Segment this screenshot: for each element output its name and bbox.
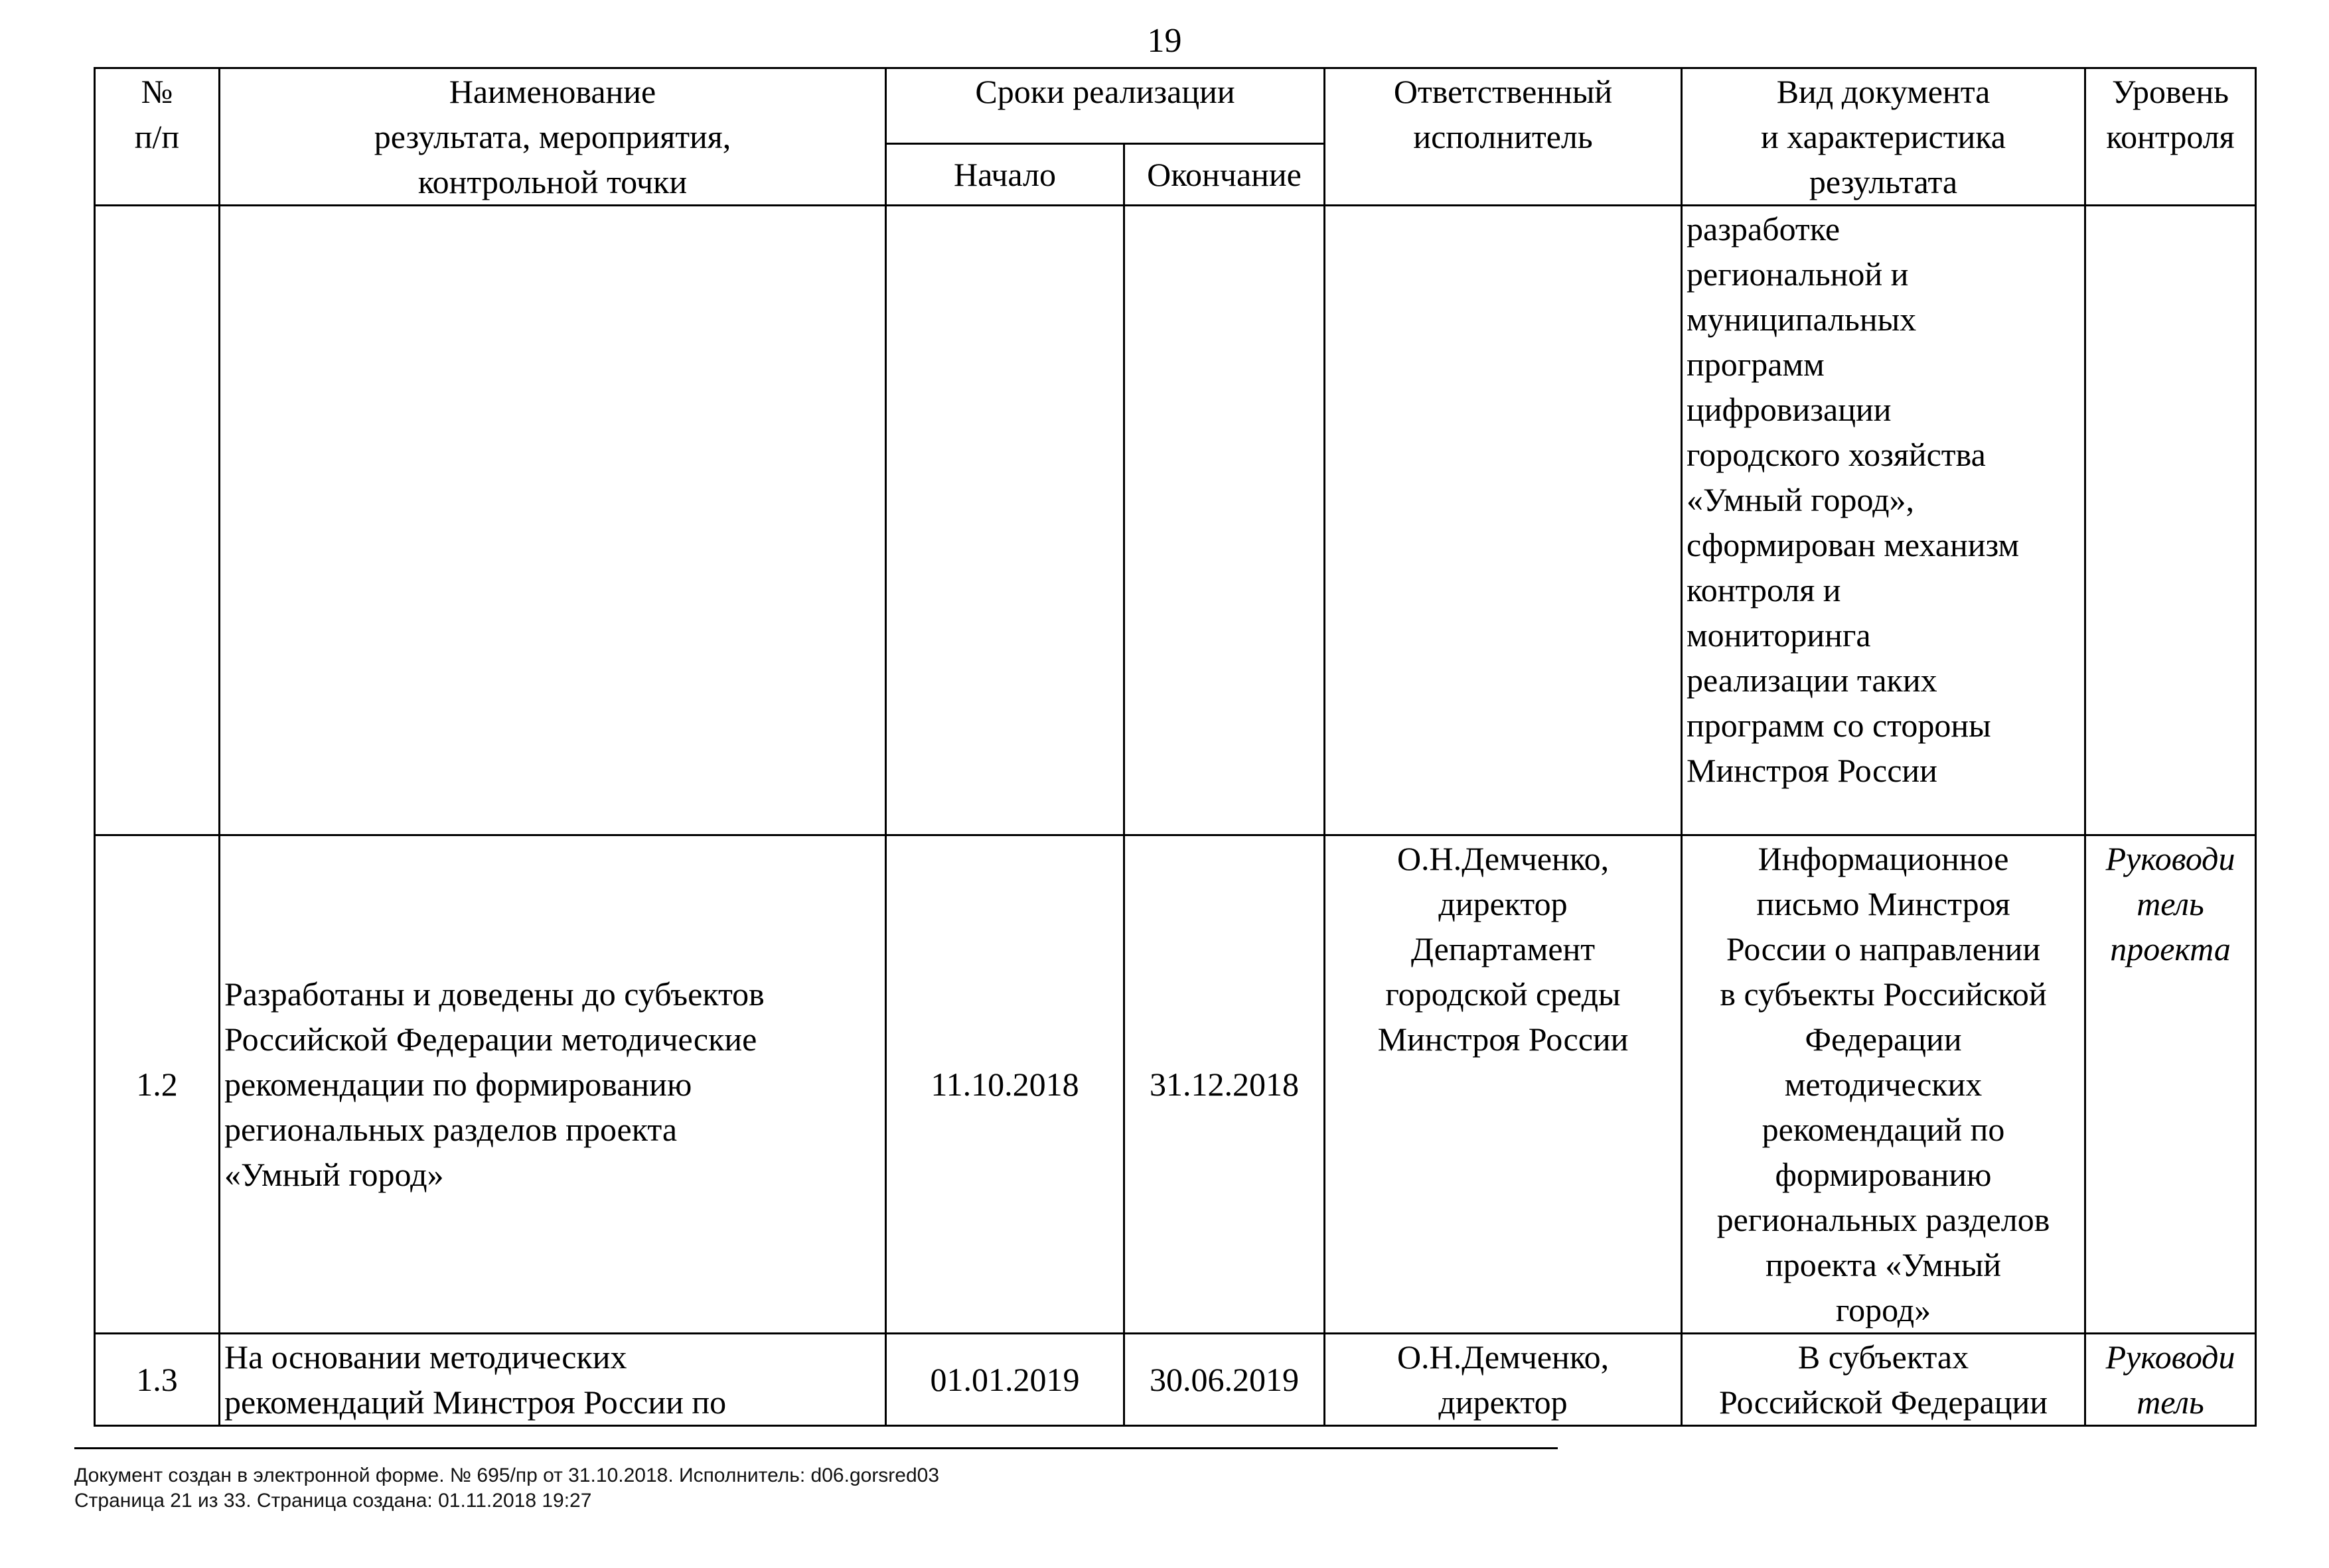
cell-end: 31.12.2018 [1124, 835, 1325, 1334]
cell-start: 11.10.2018 [886, 835, 1124, 1334]
header-level: Уровень контроля [2085, 68, 2256, 206]
cell-end [1124, 206, 1325, 835]
table-row [95, 835, 2256, 1334]
cell-start [886, 206, 1124, 835]
cell-num: 1.3 [95, 1334, 220, 1426]
cell-level [2085, 206, 2256, 835]
header-end: Окончание [1124, 143, 1325, 205]
cell-level: Руководи тель [2085, 1334, 2256, 1426]
cell-responsible: О.Н.Демченко, директор [1325, 1334, 1682, 1426]
cell-document: В субъектах Российской Федерации [1682, 1334, 2085, 1426]
header-terms: Сроки реализации [886, 68, 1325, 144]
table-row-continuation [95, 206, 2256, 835]
header-document: Вид документа и характеристика результата [1682, 68, 2085, 206]
cell-name: Разработаны и доведены до субъектов Российской Федерации методические рекомендации по формированию региональных разделов проекта «Умный город» [220, 835, 886, 1334]
footnote-divider [74, 1447, 1558, 1449]
cell-responsible [1325, 206, 1682, 835]
cell-level: Руководи тель проекта [2085, 835, 2256, 1334]
page-number: 19 [1147, 22, 1182, 60]
table-row [95, 1334, 2256, 1426]
cell-end: 30.06.2019 [1124, 1334, 1325, 1426]
header-num: № п/п [95, 68, 220, 206]
cell-num: 1.2 [95, 835, 220, 1334]
header-name: Наименование результата, мероприятия, контрольной точки [220, 68, 886, 206]
cell-responsible: О.Н.Демченко, директор Департамент городской среды Минстроя России [1325, 835, 1682, 1334]
footnote-line-2: Страница 21 из 33. Страница создана: 01.11.2018 19:27 [74, 1490, 592, 1512]
header-row [95, 68, 2256, 144]
footnote [74, 1463, 2066, 1514]
cell-num [95, 206, 220, 835]
header-responsible: Ответственный исполнитель [1325, 68, 1682, 206]
cell-start: 01.01.2019 [886, 1334, 1124, 1426]
header-start: Начало [886, 143, 1124, 205]
footnote-line-1: Документ создан в электронной форме. № 695/пр от 31.10.2018. Исполнитель: d06.gorsred03 [74, 1464, 940, 1486]
cell-document: разработке региональной и муниципальных программ цифровизации городского хозяйства «Умный город», сформирован механизм контроля и мониторинга реализации таких программ со стороны Минстроя России [1682, 206, 2085, 835]
cell-name [220, 206, 886, 835]
plan-table [94, 67, 2257, 1427]
cell-document: Информационное письмо Минстроя России о направлении в субъекты Российской Федерации методических рекомендаций по формированию региональных разделов проекта «Умный город» [1682, 835, 2085, 1334]
cell-name: На основании методических рекомендаций Минстроя России по [220, 1334, 886, 1426]
